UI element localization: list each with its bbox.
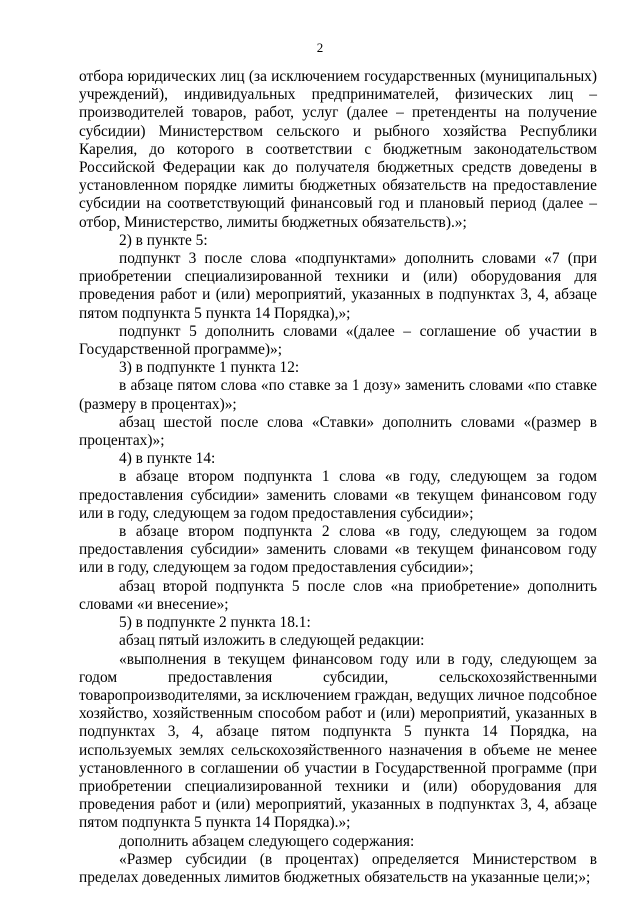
paragraph-item-5: 5) в подпункте 2 пункта 18.1: — [119, 614, 311, 632]
paragraph-subsidy-size: «Размер субсидии (в процентах) определяется Министерством в пределах доведенных лимитов бюджетных обязательств на указанные цели;»; — [79, 850, 597, 886]
document-body — [79, 68, 597, 887]
paragraph-continuation: отбора юридических лиц (за исключением государственных (муниципальных) учреждений), индивидуальных предпринимателей, физических лиц – производителей товаров, работ, услуг (далее – претенденты на получение субсидии) Министерством сельского и рыбного хозяйства Республики Карелия, до которого в соответствии с бюджетным законодательством Российской Федерации как до получателя бюджетных средств доведены в установленном порядке лимиты бюджетных обязательств на предоставление субсидии на соответствующий финансовый год и плановый период (далее – отбор, Министерство, лимиты бюджетных обязательств).»; — [79, 68, 597, 231]
paragraph-subitem-5-abzac-2: абзац второй подпункта 5 после слов «на приобретение» дополнить словами «и внесение»; — [79, 577, 597, 613]
paragraph-abzac-6: абзац шестой после слова «Ставки» дополнить словами «(размер в процентах)»; — [79, 413, 597, 450]
paragraph-item-3: 3) в подпункте 1 пункта 12: — [119, 359, 300, 377]
paragraph-item-2: 2) в пункте 5: — [119, 231, 208, 249]
paragraph-quoted-text: «выполнения в текущем финансовом году или в году, следующем за годом предоставления субсидии, сельскохозяйственными товаропроизводителями, за исключением граждан, ведущих личное подсобное хозяйство, хозяйственным способом работ и (или) мероприятий, указанных в подпунктах 3, 4, абзаце пятом подпункта 5 пункта 14 Порядка, на используемых землях сельскохозяйственного назначения в объеме не менее установленного в соглашении об участии в Государственной программе (при приобретении специализированной техники и (или) оборудования для проведения работ и (или) мероприятий, указанных в подпунктах 3, 4, абзаце пятом подпункта 5 пункта 14 Порядка).»; — [79, 650, 597, 832]
page-number: 2 — [316, 40, 324, 55]
paragraph-add-abzac: дополнить абзацем следующего содержания: — [119, 832, 415, 850]
paragraph-subitem-1: в абзаце втором подпункта 1 слова «в году, следующем за годом предоставления субсидии» заменить словами «в текущем финансовом году или в году, следующем за годом предоставления субсидии»; — [79, 468, 597, 522]
paragraph-abzac-5: в абзаце пятом слова «по ставке за 1 дозу» заменить словами «по ставке (размеру в процентах)»; — [79, 377, 597, 413]
paragraph-item-4: 4) в пункте 14: — [119, 450, 216, 468]
paragraph-subitem-5: подпункт 5 дополнить словами «(далее – соглашение об участии в Государственной программе)»; — [79, 322, 597, 359]
paragraph-subitem-3: подпункт 3 после слова «подпунктами» дополнить словами «7 (при приобретении специализированной техники и (или) оборудования для проведения работ и (или) мероприятий, указанных в подпунктах 3, 4, абзаце пятом подпункта 5 пункта 14 Порядка),»; — [79, 250, 597, 322]
paragraph-subitem-2: в абзаце втором подпункта 2 слова «в году, следующем за годом предоставления субсидии» заменить словами «в текущем финансовом году или в году, следующем за годом предоставления субсидии»; — [79, 523, 597, 577]
paragraph-new-wording: абзац пятый изложить в следующей редакции: — [119, 632, 425, 650]
